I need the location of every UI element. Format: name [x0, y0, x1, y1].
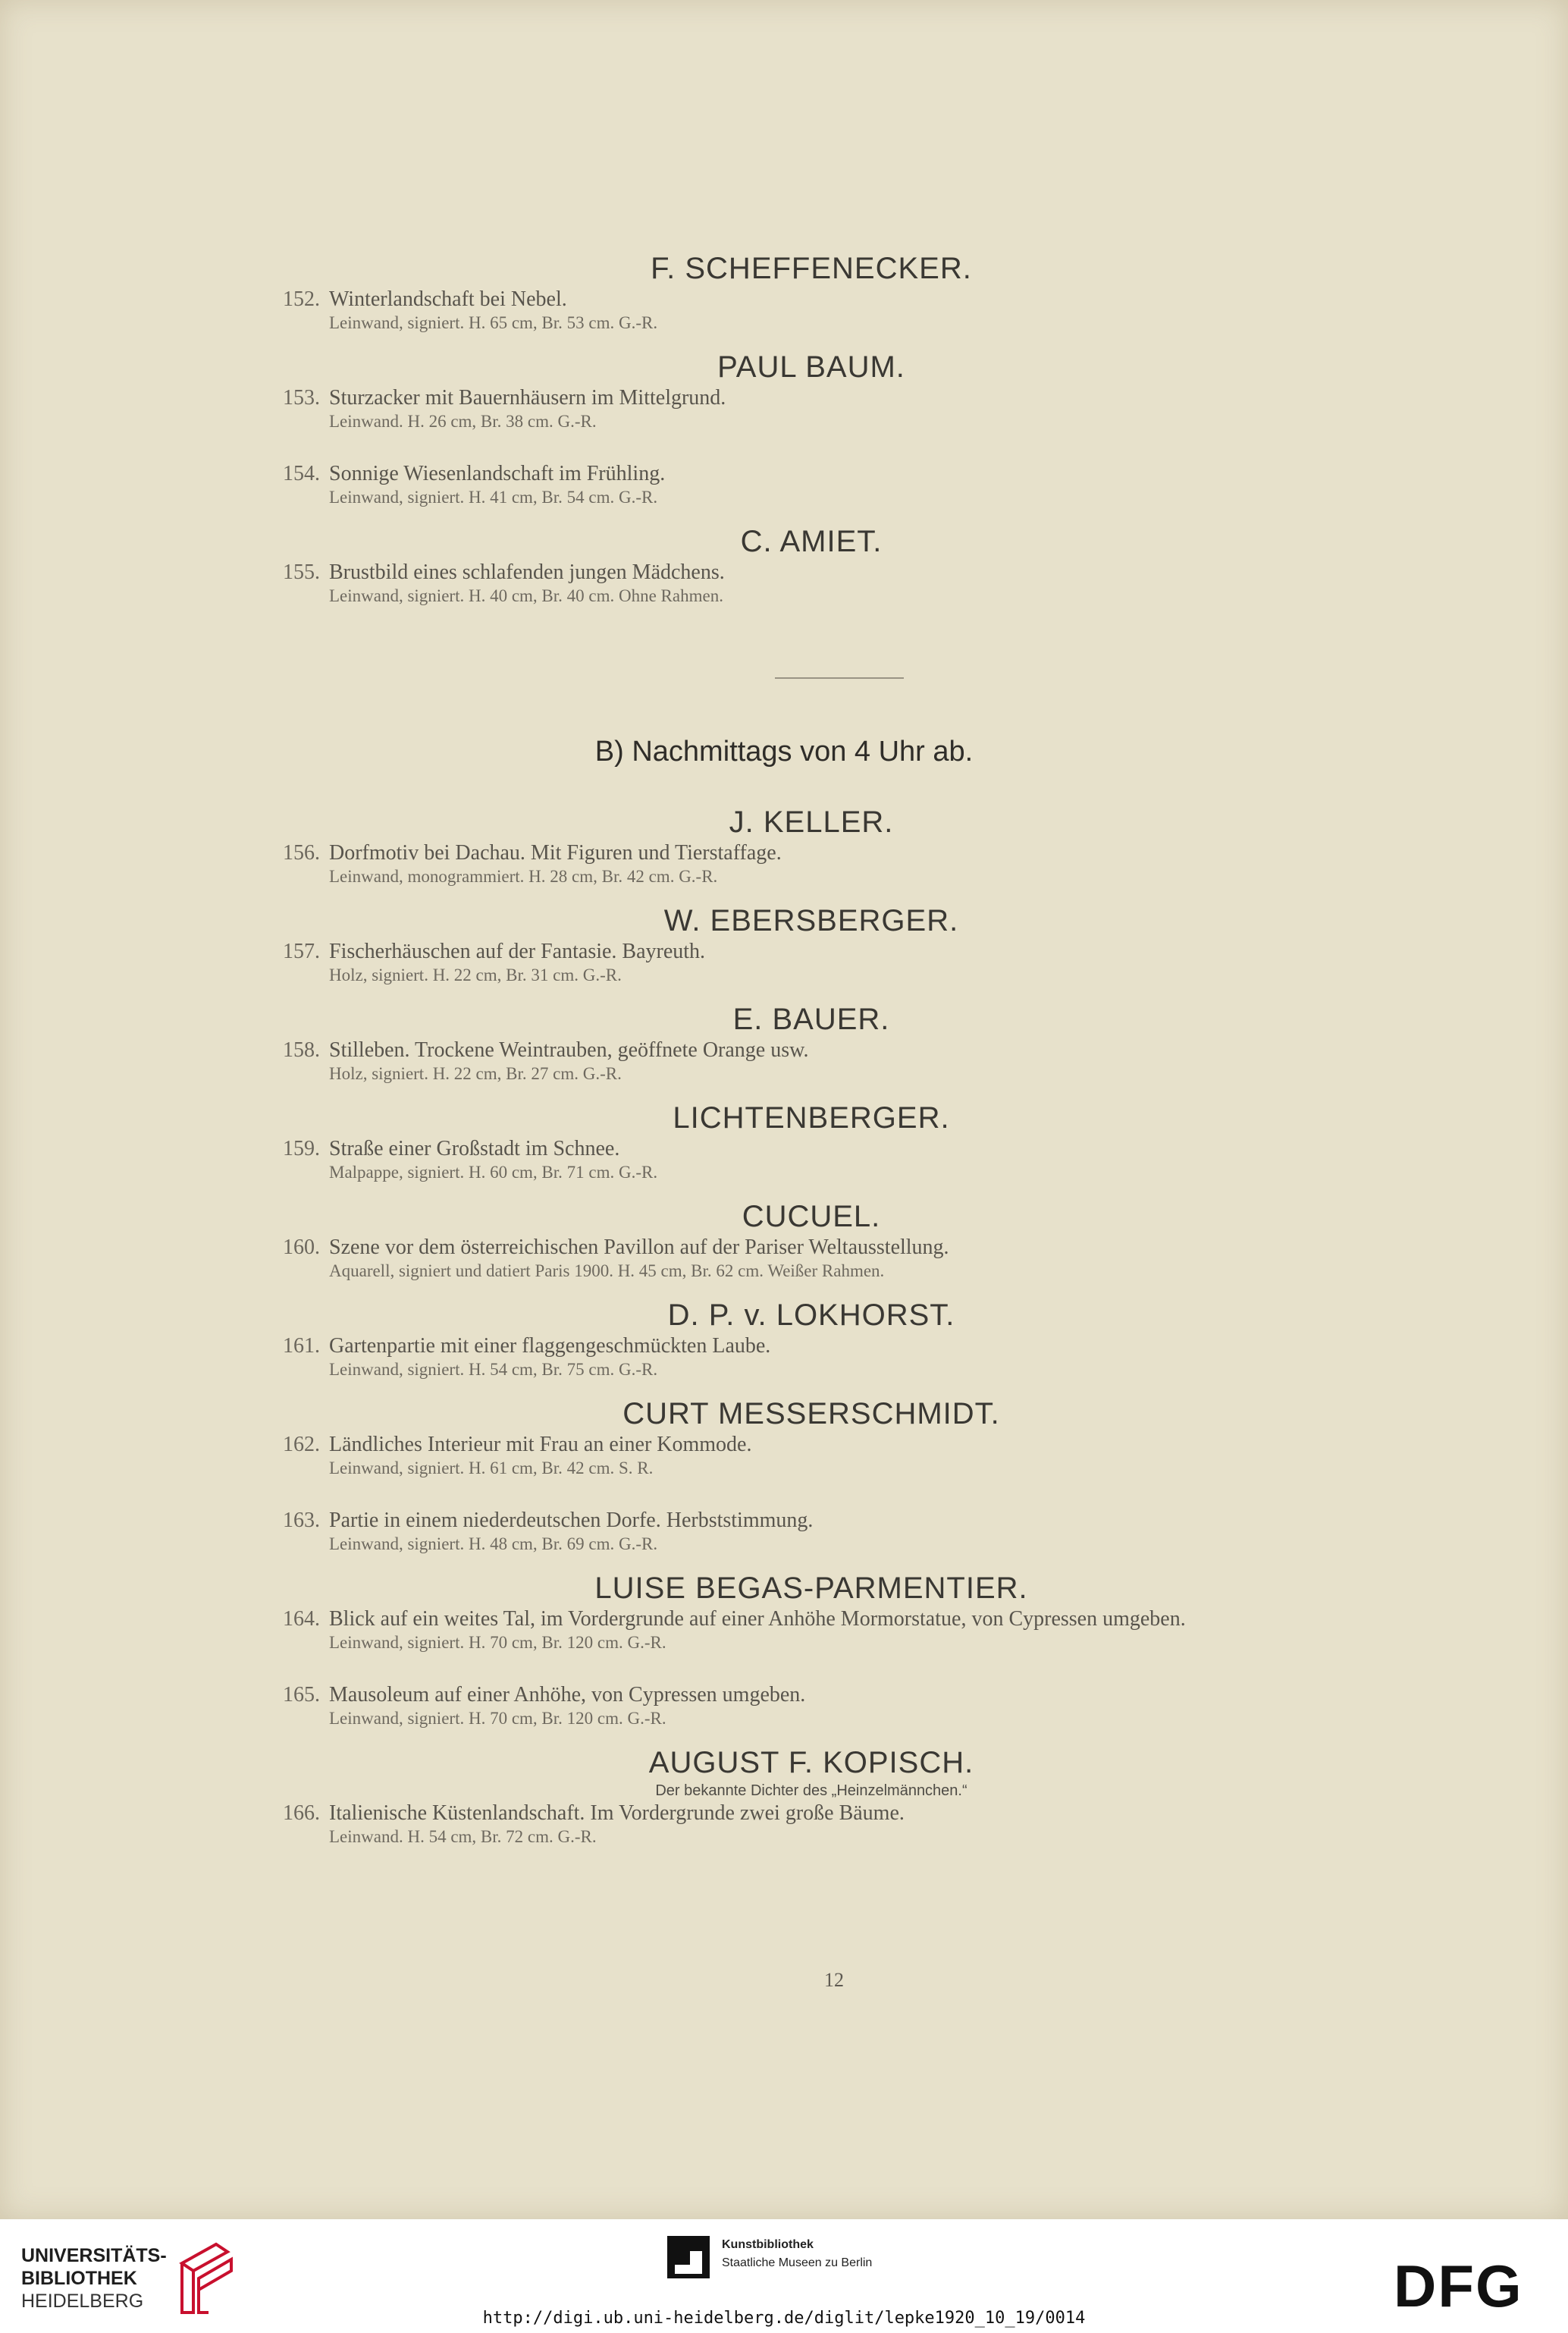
entry-title: Mausoleum auf einer Anhöhe, von Cypressen umgeben. [329, 1683, 806, 1707]
artist-section [273, 1001, 1441, 1085]
artist-section [273, 1198, 1441, 1282]
catalog-entry [273, 1682, 1441, 1729]
entry-text [320, 1432, 1441, 1479]
entry-text [320, 385, 1441, 432]
entry-details: Holz, signiert. H. 22 cm, Br. 27 cm. G.-R. [329, 1064, 622, 1083]
entry-text [320, 939, 1441, 986]
catalog-entry [273, 385, 1441, 432]
artist-name: C. AMIET. [740, 525, 883, 558]
kunstbibliothek-mark-icon [667, 2236, 710, 2278]
footer [0, 2219, 1568, 2333]
entry-title: Gartenpartie mit einer flaggengeschmückten Laube. [329, 1334, 771, 1358]
kunstbibliothek-text [722, 2236, 872, 2272]
entry-title: Straße einer Großstadt im Schnee. [329, 1137, 620, 1160]
entry-details: Leinwand, signiert. H. 48 cm, Br. 69 cm. G.-R. [329, 1534, 658, 1553]
ub-logo-text [21, 2244, 167, 2313]
source-url[interactable]: http://digi.ub.uni-heidelberg.de/diglit/lepke1920_10_19/0014 [482, 2309, 1086, 2328]
entry-text [320, 1682, 1441, 1729]
catalog-entry [273, 560, 1441, 607]
entry-details: Leinwand, signiert. H. 61 cm, Br. 42 cm. S. R. [329, 1459, 654, 1477]
entry-number: 161. [283, 1334, 320, 1358]
artist-section [273, 1100, 1441, 1183]
ub-heidelberg-logo[interactable] [21, 2240, 235, 2316]
entry-title: Fischerhäuschen auf der Fantasie. Bayreuth. [329, 940, 706, 963]
artist-name: E. BAUER. [732, 1003, 890, 1036]
entry-number: 157. [283, 940, 320, 963]
entry-details: Leinwand, signiert. H. 70 cm, Br. 120 cm. G.-R. [329, 1709, 666, 1728]
entry-title: Ländliches Interieur mit Frau an einer Kommode. [329, 1433, 752, 1456]
dfg-logo[interactable]: DFG [1394, 2253, 1523, 2319]
entry-text [320, 1136, 1441, 1183]
ub-line2: BIBLIOTHEK [21, 2268, 137, 2289]
entry-text [320, 461, 1441, 508]
entry-number: 152. [283, 287, 320, 311]
artist-section [273, 1744, 1441, 1848]
catalog-entry [273, 840, 1441, 887]
entry-text [320, 1508, 1441, 1555]
ub-mark-icon [174, 2240, 235, 2316]
entry-title: Italienische Küstenlandschaft. Im Vordergrunde zwei große Bäume. [329, 1801, 905, 1825]
entry-title: Partie in einem niederdeutschen Dorfe. Herbststimmung. [329, 1509, 814, 1532]
catalog-entry [273, 1333, 1441, 1380]
entry-text [320, 1801, 1441, 1848]
entry-number: 163. [283, 1509, 320, 1532]
session-heading: B) Nachmittags von 4 Uhr ab. [594, 736, 974, 768]
entry-number: 156. [283, 841, 320, 865]
entry-title: Brustbild eines schlafenden jungen Mädchens. [329, 560, 725, 584]
entry-title: Blick auf ein weites Tal, im Vordergrunde auf einer Anhöhe Mormorstatue, von Cypressen umgeben. [329, 1607, 1186, 1631]
artist-section [273, 1396, 1441, 1555]
artist-section [273, 523, 1441, 607]
entry-title: Winterlandschaft bei Nebel. [329, 287, 567, 311]
artist-name: PAUL BAUM. [717, 350, 905, 384]
entry-details: Leinwand, signiert. H. 41 cm, Br. 54 cm. G.-R. [329, 488, 658, 507]
catalog-entry [273, 1606, 1441, 1653]
artist-name: CUCUEL. [742, 1200, 881, 1233]
entry-number: 160. [283, 1236, 320, 1259]
catalog-entry [273, 1235, 1441, 1282]
artist-name: LUISE BEGAS-PARMENTIER. [594, 1572, 1028, 1605]
entry-title: Sturzacker mit Bauernhäusern im Mittelgrund. [329, 386, 726, 410]
artist-section [273, 349, 1441, 508]
catalog-entry [273, 461, 1441, 508]
entry-title: Sonnige Wiesenlandschaft im Frühling. [329, 462, 666, 485]
entry-details: Aquarell, signiert und datiert Paris 1900. H. 45 cm, Br. 62 cm. Weißer Rahmen. [329, 1261, 885, 1280]
entry-number: 164. [283, 1607, 320, 1631]
entry-number: 166. [283, 1801, 320, 1825]
entry-title: Stilleben. Trockene Weintrauben, geöffnete Orange usw. [329, 1038, 809, 1062]
catalog-entry [273, 1432, 1441, 1479]
artist-name: J. KELLER. [729, 805, 894, 839]
artist-name: F. SCHEFFENECKER. [651, 252, 972, 285]
catalog-entry [273, 287, 1441, 334]
catalog-entry [273, 1136, 1441, 1183]
catalog-entry [273, 1038, 1441, 1085]
entry-text [320, 1606, 1441, 1653]
entry-number: 165. [283, 1683, 320, 1707]
ub-line1: UNIVERSITÄTS- [21, 2245, 167, 2266]
catalog-bottom-sections [273, 789, 1441, 1848]
artist-name: D. P. v. LOKHORST. [667, 1298, 955, 1332]
artist-section [273, 250, 1441, 334]
entry-number: 153. [283, 386, 320, 410]
catalog-entry [273, 1801, 1441, 1848]
artist-name: AUGUST F. KOPISCH. [648, 1746, 974, 1779]
ub-line3: HEIDELBERG [21, 2291, 144, 2312]
entry-text [320, 560, 1441, 607]
entry-details: Malpappe, signiert. H. 60 cm, Br. 71 cm. G.-R. [329, 1163, 658, 1182]
catalog-top-sections [273, 235, 1441, 607]
entry-text [320, 1333, 1441, 1380]
artist-note: Der bekannte Dichter des „Heinzelmännchen.“ [655, 1782, 967, 1799]
artist-section [273, 804, 1441, 887]
entry-number: 159. [283, 1137, 320, 1160]
entry-details: Leinwand, signiert. H. 40 cm, Br. 40 cm. Ohne Rahmen. [329, 586, 723, 605]
entry-details: Leinwand, signiert. H. 70 cm, Br. 120 cm. G.-R. [329, 1633, 666, 1652]
kunstbibliothek-logo[interactable] [667, 2236, 872, 2278]
page-number: 12 [824, 1969, 844, 1991]
entry-title: Dorfmotiv bei Dachau. Mit Figuren und Tierstaffage. [329, 841, 782, 865]
entry-text [320, 840, 1441, 887]
entry-number: 162. [283, 1433, 320, 1456]
artist-name: W. EBERSBERGER. [663, 904, 959, 937]
entry-title: Szene vor dem österreichischen Pavillon auf der Pariser Weltausstellung. [329, 1236, 949, 1259]
entry-text [320, 1038, 1441, 1085]
artist-name: CURT MESSERSCHMIDT. [622, 1397, 1000, 1430]
catalog-entry [273, 1508, 1441, 1555]
entry-details: Leinwand. H. 26 cm, Br. 38 cm. G.-R. [329, 412, 597, 431]
entry-details: Leinwand, signiert. H. 65 cm, Br. 53 cm. G.-R. [329, 313, 658, 332]
entry-details: Leinwand, signiert. H. 54 cm, Br. 75 cm. G.-R. [329, 1360, 658, 1379]
entry-number: 158. [283, 1038, 320, 1062]
entry-number: 155. [283, 560, 320, 584]
artist-section [273, 1297, 1441, 1380]
entry-details: Leinwand, monogrammiert. H. 28 cm, Br. 42 cm. G.-R. [329, 867, 718, 886]
artist-section [273, 903, 1441, 986]
artist-name: LICHTENBERGER. [673, 1101, 950, 1135]
entry-details: Holz, signiert. H. 22 cm, Br. 31 cm. G.-R. [329, 966, 622, 984]
artist-section [273, 1570, 1441, 1729]
entry-number: 154. [283, 462, 320, 485]
kb-line1: Kunstbibliothek [722, 2238, 814, 2251]
entry-text [320, 287, 1441, 334]
entry-text [320, 1235, 1441, 1282]
kb-line2: Staatliche Museen zu Berlin [722, 2256, 873, 2269]
entry-details: Leinwand. H. 54 cm, Br. 72 cm. G.-R. [329, 1827, 597, 1846]
catalog-entry [273, 939, 1441, 986]
section-divider [775, 677, 904, 679]
